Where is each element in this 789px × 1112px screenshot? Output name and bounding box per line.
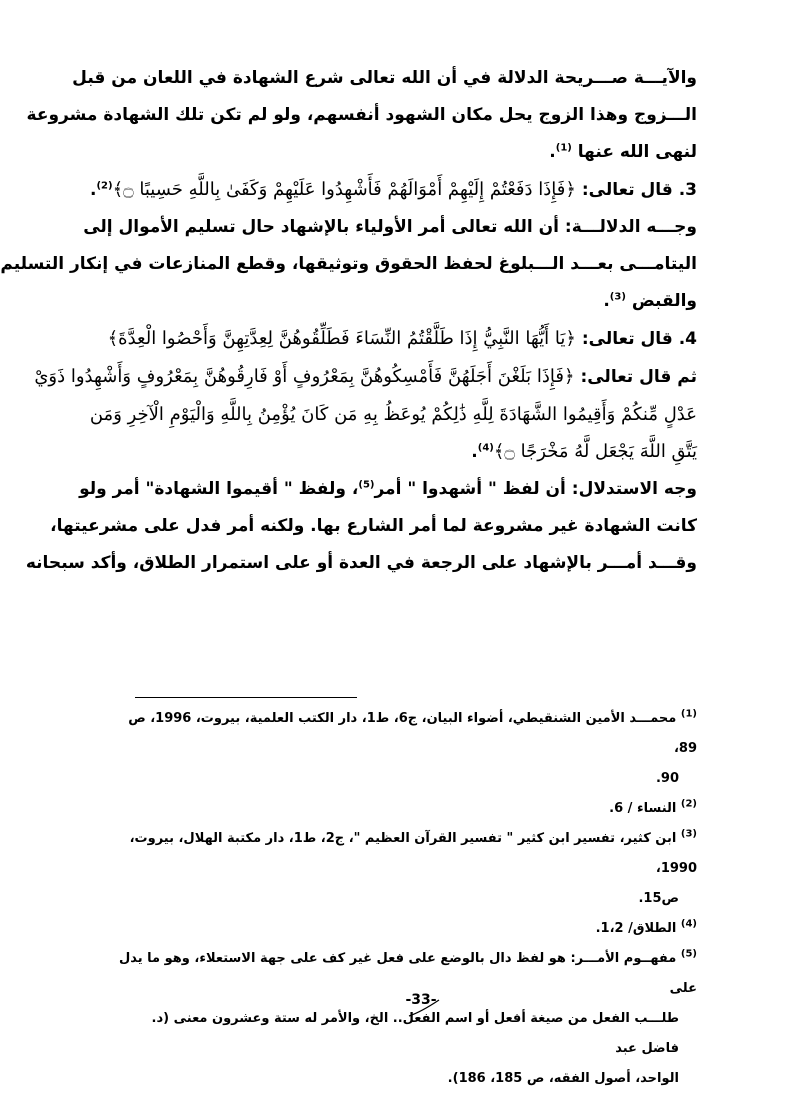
- footnote-ref: (4): [477, 442, 494, 454]
- footnote-continuation: 90.: [655, 771, 679, 786]
- section-lead: وجه الاستدلال:: [571, 479, 697, 499]
- item-lead: 3. قال تعالى:: [581, 180, 697, 200]
- text-fragment: أن الله تعالى أمر الأولياء بالإشهاد حال تسليم الأموال إلى: [83, 217, 559, 237]
- verse-line: [34, 358, 697, 396]
- footnote-divider: [135, 697, 357, 698]
- text-line: كانت الشهادة غير مشروعة لما أمر الشارع بها. ولكنه أمر فدل على مشرعيتها،: [50, 516, 697, 536]
- verse-line: [107, 320, 697, 358]
- footnote-number: (2): [680, 798, 697, 810]
- footnote-continuation: الواحد، أصول الفقه، ص 185، 186).: [447, 1071, 679, 1086]
- text-fragment: والقبض: [631, 291, 697, 311]
- footnote: [117, 794, 697, 824]
- verse-line: عَدْلٍ مِّنكُمْ وَأَقِيمُوا الشَّهَادَةَ لِلَّهِ ذَٰلِكُمْ يُوعَظُ بِهِ مَن كَانَ يُؤْمِنُ بِاللَّهِ وَالْيَوْمِ الْآخِرِ وَمَن: [89, 404, 697, 425]
- section-lead: وجـــه الدلالـــة:: [564, 217, 697, 237]
- verse-line: 3. قال تعالى: ﴿فَإِذَا دَفَعْتُمْ إِلَيْهِمْ أَمْوَالَهُمْ فَأَشْهِدُوا عَلَيْهِمْ وَكَفَىٰ بِاللَّهِ حَسِيبًا ۝﴾$^{(2)}$.: [89, 179, 697, 200]
- item-lead: 4. قال تعالى:: [581, 329, 697, 349]
- footnotes: [117, 704, 697, 1094]
- text-line: اليتامـــى بعـــد الـــبلوغ لحفظ الحقوق وتوثيقها، وقطع المنازعات في إنكار التسليم: [0, 254, 697, 274]
- pen-stroke-icon: [407, 998, 441, 1020]
- quran-verse: يَتَّقِ اللَّهَ يَجْعَل لَّهُ مَخْرَجًا ۝﴾: [493, 441, 697, 462]
- footnote-text: مفهــوم الأمـــر: هو لفظ دال بالوضع على فعل غير كف على جهة الاستعلاء، وهو ما يدل على: [118, 951, 697, 996]
- footnote-ref: (1): [555, 142, 572, 154]
- text-fragment: لنهى الله عنها: [577, 142, 697, 162]
- text-line: [83, 209, 697, 246]
- quran-verse: ﴿فَإِذَا دَفَعْتُمْ إِلَيْهِمْ أَمْوَالَهُمْ فَأَشْهِدُوا عَلَيْهِمْ وَكَفَىٰ بِاللَّهِ حَسِيبًا ۝﴾: [112, 179, 576, 200]
- footnote-number: (5): [680, 948, 697, 960]
- footnote-ref: (5): [358, 479, 375, 491]
- main-text: [0, 60, 697, 582]
- footnote-ref: (2): [96, 180, 113, 192]
- footnote-number: (4): [680, 918, 697, 930]
- footnote-ref: (3): [609, 291, 626, 303]
- text-fragment: أن لفظ " أشهدوا " أمر: [374, 479, 566, 499]
- footnote-number: (3): [680, 828, 697, 840]
- footnote-number: (1): [680, 708, 697, 720]
- footnote-text: محمـــد الأمين الشنقيطي، أضواء البيان، ج6، ط1، دار الكتب العلمية، بيروت، 1996، ص 89،: [128, 711, 697, 756]
- footnote-text: ابن كثير، تفسير ابن كثير " تفسير القرآن العظيم "، ج2، ط1، دار مكتبة الهلال، بيروت، 1990،: [129, 831, 697, 876]
- verse-line: يَتَّقِ اللَّهَ يَجْعَل لَّهُ مَخْرَجًا ۝﴾$^{(4)}$.: [471, 441, 697, 462]
- footnote: [117, 914, 697, 944]
- page-number: [391, 992, 451, 1008]
- footnote-continuation: طلـــب الفعل من صيغة أفعل أو اسم الفعل.. الخ، والأمر له ستة وعشرون معنى (د. فاضل عبد: [151, 1011, 679, 1056]
- text-line: والآيـــة صـــريحة الدلالة في أن الله تعالى شرع الشهادة في اللعان من قبل: [72, 68, 697, 88]
- quran-verse: ﴿يَا أَيُّهَا النَّبِيُّ إِذَا طَلَّقْتُمُ النِّسَاءَ فَطَلِّقُوهُنَّ لِعِدَّتِهِنَّ وَأَحْصُوا الْعِدَّةَ﴾: [107, 328, 576, 349]
- text-line: لنهى الله عنها $^{(1)}$.: [549, 142, 697, 162]
- text-fragment: ، ولفظ " أقيموا الشهادة" أمر ولو: [79, 479, 359, 499]
- text-line: والقبض $^{(3)}$.: [603, 291, 697, 311]
- text-line: الـــزوج وهذا الزوج يحل مكان الشهود أنفسهم، ولو لم تكن تلك الشهادة مشروعة: [26, 105, 697, 125]
- footnote-text: الطلاق/ 1،2.: [595, 921, 677, 936]
- footnote-text: النساء / 6.: [609, 801, 677, 816]
- text-line: [79, 471, 697, 508]
- page-number-text: -33-: [405, 992, 437, 1008]
- item-lead: ثم قال تعالى:: [580, 367, 697, 387]
- footnote: [117, 704, 697, 764]
- quran-verse: ﴿فَإِذَا بَلَغْنَ أَجَلَهُنَّ فَأَمْسِكُوهُنَّ بِمَعْرُوفٍ أَوْ فَارِقُوهُنَّ بِمَعْرُوفٍ وَأَشْهِدُوا ذَوَيْ: [34, 366, 575, 387]
- footnote-continuation: ص15.: [638, 891, 679, 906]
- text-line: وقـــد أمـــر بالإشهاد على الرجعة في العدة أو على استمرار الطلاق، وأكد سبحانه: [25, 553, 697, 573]
- footnote: [117, 824, 697, 884]
